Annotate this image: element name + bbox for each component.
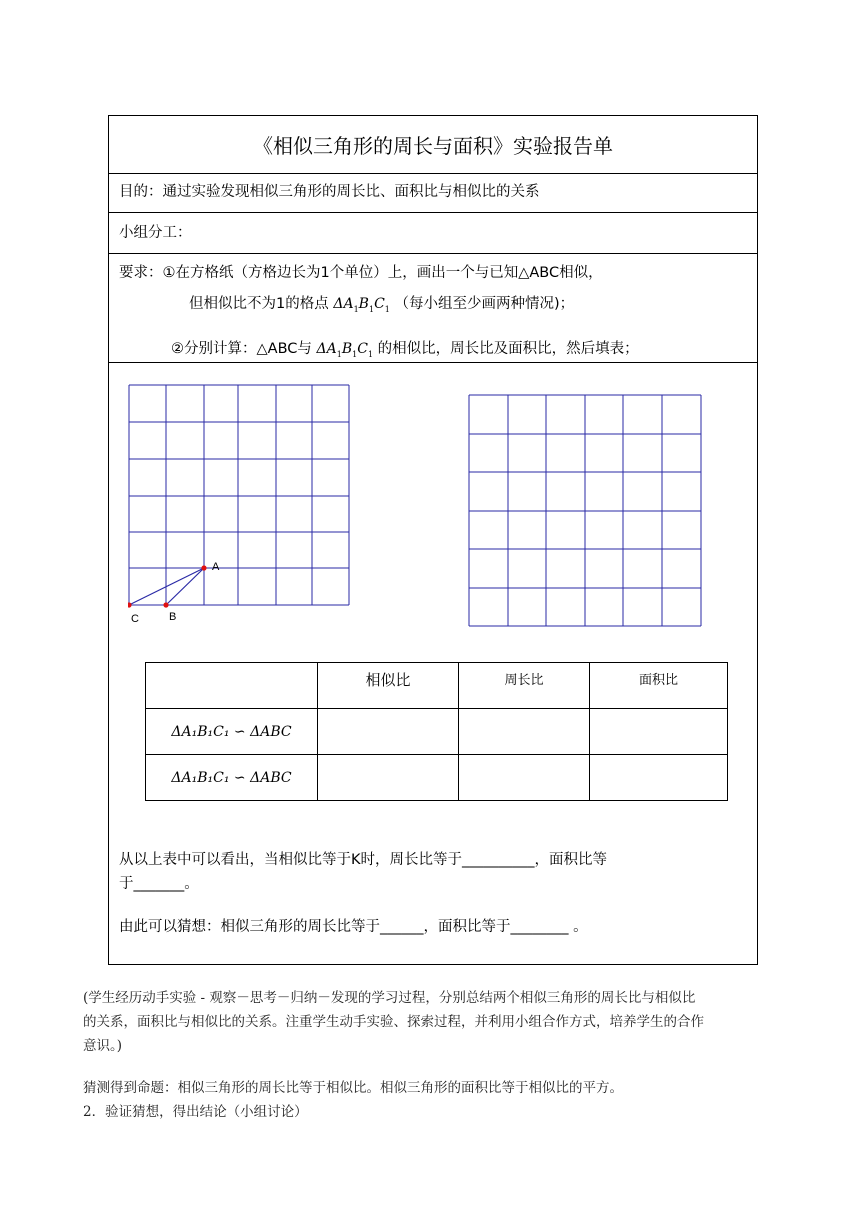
triangle-a1b1c1-symbol: $\Delta A_1B_1C_1$: [333, 296, 390, 314]
conjecture-line: 由此可以猜想：相似三角形的周长比等于______，面积比等于________ 。: [119, 919, 588, 935]
left-grid-with-triangle: [128, 384, 373, 634]
cell-area-ratio[interactable]: [590, 709, 728, 755]
label-a: A: [212, 561, 220, 573]
point-c: [128, 602, 132, 607]
right-grid: [468, 394, 704, 629]
point-a: [201, 565, 206, 570]
note-line-1: (学生经历动手实验 - 观察－思考－归纳－发现的学习过程，分别总结两个相似三角形的周长比与相似比: [83, 990, 696, 1006]
report-title: 《相似三角形的周长与面积》实验报告单: [253, 134, 613, 158]
proposition-line: 猜测得到命题：相似三角形的周长比等于相似比。相似三角形的面积比等于相似比的平方。: [83, 1080, 623, 1096]
cell-similarity-ratio[interactable]: [318, 709, 459, 755]
divider: [109, 173, 757, 174]
requirement-line-3-text: ②分别计算：△ABC与: [171, 341, 312, 357]
label-c: C: [131, 613, 139, 625]
note-line-2: 的关系，面积比与相似比的关系。注重学生动手实验、探索过程，并利用小组合作方式，培养学生的合作: [83, 1014, 704, 1030]
requirement-line-2-note: （每小组至少画两种情况)；: [394, 296, 575, 312]
ratio-table: [145, 662, 728, 801]
row-label: ΔA₁B₁C₁ ∽ ΔABC: [146, 755, 318, 801]
purpose-text: 目的：通过实验发现相似三角形的周长比、面积比与相似比的关系: [119, 184, 540, 200]
divider: [109, 253, 757, 254]
requirement-line-1: 要求：①在方格纸（方格边长为1个单位）上，画出一个与已知△ABC相似，: [119, 265, 603, 281]
triangle-a1b1c1-symbol: $\Delta A_1B_1C_1$: [316, 341, 374, 359]
division-label: 小组分工：: [119, 225, 192, 241]
header-area-ratio: 面积比: [590, 663, 728, 709]
table-corner-cell: [146, 663, 318, 709]
requirement-line-2: [189, 292, 574, 314]
requirement-line-2-text: 但相似比不为1的格点: [189, 296, 329, 312]
conclusion-line-2: 于_______。: [119, 876, 199, 892]
table-row: [146, 755, 728, 801]
label-b: B: [169, 611, 177, 623]
divider: [109, 362, 757, 363]
divider: [109, 212, 757, 213]
cell-perimeter-ratio[interactable]: [459, 755, 590, 801]
point-b: [163, 602, 168, 607]
header-similarity-ratio: 相似比: [318, 663, 459, 709]
conclusion-line-1: 从以上表中可以看出，当相似比等于K时，周长比等于__________，面积比等: [119, 852, 608, 868]
row-label: ΔA₁B₁C₁ ∽ ΔABC: [146, 709, 318, 755]
table-header-row: [146, 663, 728, 709]
note-line-3: 意识。): [83, 1038, 123, 1054]
header-perimeter-ratio: 周长比: [459, 663, 590, 709]
step-2-heading: 2．验证猜想，得出结论（小组讨论）: [83, 1104, 308, 1120]
requirement-line-3-note: 的相似比，周长比及面积比，然后填表；: [377, 341, 639, 357]
requirement-line-3: [171, 337, 639, 359]
cell-perimeter-ratio[interactable]: [459, 709, 590, 755]
cell-similarity-ratio[interactable]: [318, 755, 459, 801]
cell-area-ratio[interactable]: [590, 755, 728, 801]
report-form: [108, 115, 758, 965]
table-row: [146, 709, 728, 755]
